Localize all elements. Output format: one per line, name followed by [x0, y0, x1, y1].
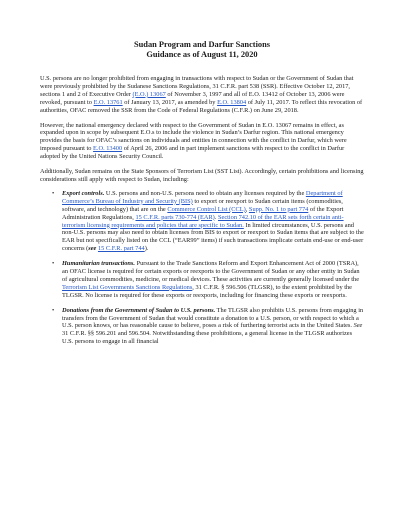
bullet-text: 31 C.F.R. §§ 596.201 and 596.504. Notwithstanding these prohibitions, a general license in the TLGSR authorizes U.S. persons to engage in all financial — [62, 330, 353, 346]
ear-link[interactable]: 15 C.F.R. parts 730-774 (EAR) — [135, 213, 215, 221]
tlgsr-link[interactable]: Terrorism List Governments Sanctions Regulations — [62, 283, 193, 291]
eo-13400-link[interactable]: E.O. 13400 — [93, 145, 123, 153]
paragraph-2-text-1: However, the national emergency declared with respect to the Government of Sudan in E.O. 13067 remains in effect, as expanded upon in scope by subsequent E.O.s to include the violence in Sudan’s Darfur region. This national emergency provides the basis for OFAC’s sanctions on individuals and entities in connection with the conflict in Darfur, which were imposed pursuant to — [40, 121, 347, 153]
paragraph-2-text-2: of April 26, 2006 and in part implement sanctions with respect to the conflict in Darfur adopted by the United Nations Security Council. — [40, 145, 345, 161]
bullet-humanitarian — [52, 260, 364, 300]
part-744-link[interactable]: 15 C.F.R. part 744 — [97, 245, 145, 253]
see-emphasis: see — [88, 245, 97, 253]
bullet-text: In limited circumstances, U.S. persons and non-U.S. persons may also need to obtain licenses from BIS to export or reexport to Sudan items that are subject to the EAR but not specifically listed on the CCL (“EAR99” items) if such transactions implicate certain end-use or end-user concerns ( — [62, 221, 364, 253]
title-line-2: Guidance as of August 11, 2020 — [146, 50, 258, 59]
bullet-text: . — [214, 213, 218, 221]
bullet-heading: Donations from the Government of Sudan to U.S. persons. — [62, 306, 216, 314]
paragraph-1 — [40, 75, 364, 115]
bis-link[interactable]: Department of Commerce’s Bureau of Industry and Security (BIS) — [62, 189, 343, 205]
bullet-dot-icon: • — [52, 306, 55, 314]
bullet-text: , 31 C.F.R. § 596.506 (TLGSR), to the extent prohibited by the TLGSR. No license is required for these exports or reexports, including for financing these exports or reexports. — [62, 283, 352, 299]
ccl-link[interactable]: Commerce Control List (CCL) — [167, 205, 246, 213]
bullet-export-controls — [52, 190, 364, 253]
bullet-text: of the Export Administration Regulations, — [62, 205, 344, 221]
see-emphasis: See — [353, 322, 363, 330]
bullet-text: , — [245, 205, 249, 213]
eo-13067-link[interactable]: (E.O.) 13067 — [132, 90, 166, 98]
paragraph-1-text-4: of July 11, 2017. To reflect this revocation of authorities, OFAC removed the SSR from the Code of Federal Regulations (C.F.R.) on June 29, 2018. — [40, 98, 363, 114]
eo-13804-link[interactable]: E.O. 13804 — [217, 98, 247, 106]
bullet-dot-icon: • — [52, 189, 55, 197]
paragraph-1-text-1: U.S. persons are no longer prohibited from engaging in transactions with respect to Sudan or the Government of Sudan that were previously prohibited by the Sudanese Sanctions Regulations, 31 C.F.R. part 538 (SSR). Effective October 12, 2017, sections 1 and 2 of Executive Order — [40, 75, 354, 98]
paragraph-2 — [40, 122, 364, 162]
title-line-1: Sudan Program and Darfur Sanctions — [133, 40, 271, 49]
bullet-dot-icon: • — [52, 260, 55, 268]
paragraph-3-text: Additionally, Sudan remains on the State Sponsors of Terrorism List (SST List). Accordingly, certain prohibitions and licensing considerations still apply with respect to Sudan, including: — [40, 168, 364, 183]
bullet-list — [40, 190, 364, 346]
document-title — [40, 40, 364, 60]
bullet-heading: Humanitarian transactions. — [62, 260, 135, 268]
bullet-text: The TLGSR also prohibits U.S. persons from engaging in transfers from the Government of Sudan that would constitute a donation to a U.S. person, or with respect to which a U.S. person knows, or has reasonable cause to believe, poses a risk of furthering terrorist acts in the United States. — [62, 306, 364, 330]
bullet-text: Pursuant to the Trade Sanctions Reform and Export Enhancement Act of 2000 (TSRA), an OFAC license is required for certain exports or reexports to the Government of Sudan or any other entity in Sudan of agricultural commodities, medicine, or medical devices. These activities are currently generally licensed under the — [62, 260, 360, 283]
eo-13761-link[interactable]: E.O. 13761 — [93, 98, 123, 106]
bullet-donations — [52, 307, 364, 347]
bullet-text: ). — [144, 245, 149, 253]
paragraph-3 — [40, 168, 364, 184]
bullet-text: U.S. persons and non-U.S. persons need to obtain any licenses required by the — [104, 189, 306, 197]
paragraph-1-text-3: of January 13, 2017, as amended by — [122, 98, 218, 106]
bullet-heading: Export controls. — [62, 189, 105, 197]
section-742-10-link[interactable]: Section 742.10 of the EAR sets forth certain anti-terrorism licensing requirements and policies that are specific to Sudan. — [62, 213, 344, 229]
paragraph-1-text-2: of November 3, 1997 and all of E.O. 13412 of October 13, 2006 were revoked, pursuant to — [40, 90, 345, 106]
supp-774-link[interactable]: Supp. No. 1 to part 774 — [248, 205, 309, 213]
bullet-text: to export or reexport to Sudan certain items (commodities, software, and technology) that are on the — [62, 197, 343, 213]
